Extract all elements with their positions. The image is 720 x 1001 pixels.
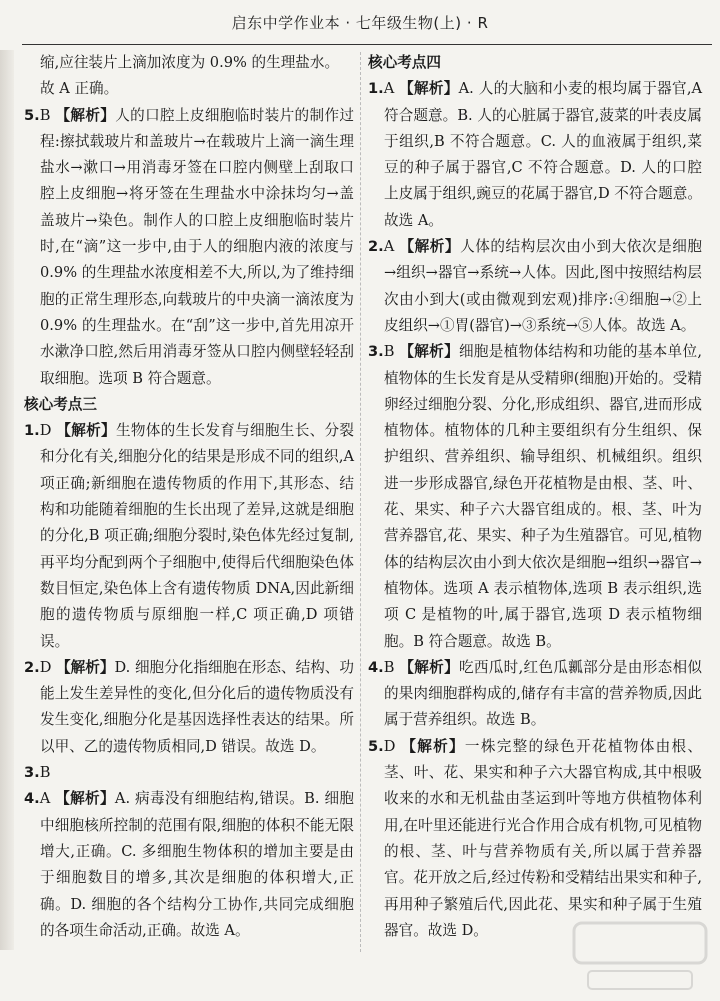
analysis-text: 一株完整的绿色开花植物体由根、茎、叶、花、果实和种子六大器官构成,其中根吸收来的水和无机盐由茎运到叶等地方供植物体利用,在叶里还能进行光合作用合成有机物,可见植物的根、茎、叶与营养物质有关,所以属于营养器官。花开放之后,经过传粉和受精结出果实和种子,再用种子繁殖后代,因此花、果实和种子属于生殖器官。故选 D。	[384, 737, 702, 939]
answer-item-2	[368, 234, 702, 339]
answer-item-3	[368, 339, 702, 655]
analysis-text: 人体的结构层次由小到大依次是细胞→组织→器官→系统→人体。因此,图中按照结构层次由小到大(或由微观到宏观)排序:④细胞→②上皮组织→①胃(器官)→③系统→⑤人体。故选 A。	[384, 238, 702, 334]
analysis-text: 人的口腔上皮细胞临时装片的制作过程:擦拭载玻片和盖玻片→在载玻片上滴一滴生理盐水→漱口→用消毒牙签在口腔内侧壁上刮取口腔上皮细胞→将牙签在生理盐水中涂抹均匀→盖盖玻片→染色。制作人的口腔上皮细胞临时装片时,在“滴”这一步中,由于人的细胞内液的浓度与 0.9% 的生理盐水浓度相差不大,所以,为了维持细胞的正常生理形态,向载玻片的中央滴一滴浓度为 0.9% 的生理盐水。在“刮”这一步中,首先用凉开水漱净口腔,然后用消毒牙签从口腔内侧壁轻轻刮取细胞。选项 B 符合题意。	[40, 106, 354, 387]
answer-letter: B	[39, 106, 51, 124]
answer-letter: D	[39, 658, 52, 676]
answer-item-1	[368, 76, 702, 234]
item-number: 1.	[24, 422, 40, 440]
analysis-tag: 【解析】	[55, 106, 116, 124]
header-title: 启东中学作业本 · 七年级生物(上) · R	[231, 13, 489, 32]
answer-letter: A	[383, 238, 395, 256]
column-divider	[360, 52, 361, 952]
answer-item-1	[24, 418, 354, 655]
item-number: 5.	[368, 737, 384, 755]
item-number: 4.	[368, 658, 384, 676]
analysis-tag: 【解析】	[56, 422, 116, 440]
section-heading-4: 核心考点四	[368, 54, 441, 71]
section-heading-3: 核心考点三	[24, 395, 97, 413]
item-number: 4.	[24, 790, 40, 808]
item-number: 3.	[368, 343, 384, 361]
left-column	[24, 50, 354, 944]
answer-item-5	[368, 734, 702, 944]
item-number: 2.	[368, 238, 384, 256]
answer-letter: A	[383, 80, 395, 98]
answer-letter: B	[383, 343, 395, 361]
answer-item-3	[24, 760, 354, 786]
item-number: 2.	[24, 658, 40, 676]
answer-item-4	[24, 786, 354, 944]
page-edge	[0, 50, 14, 950]
analysis-tag: 【解析】	[56, 658, 115, 676]
analysis-text: 生物体的生长发育与细胞生长、分裂和分化有关,细胞分化的结果是形成不同的组织,A 项正确;新细胞在遗传物质的作用下,其形态、结构和功能随着细胞的生长出现了差异,这就是细胞的分化,B 项正确;细胞分裂时,染色体先经过复制,再平均分配到两个子细胞中,使得后代细胞染色体数目恒定,染色体上含有遗传物质 DNA,因此新细胞的遗传物质与原细胞一样,C 项正确,D 项错误。	[40, 422, 354, 650]
page-header	[0, 0, 720, 44]
analysis-tag: 【解析】	[399, 658, 459, 676]
header-rule	[22, 44, 712, 45]
analysis-tag: 【解析】	[399, 80, 459, 98]
right-column	[368, 50, 702, 944]
analysis-text: 细胞是植物体结构和功能的基本单位,植物体的生长发育是从受精卵(细胞)开始的。受精卵经过细胞分裂、分化,形成组织、器官,进而形成植物体。植物体的几种主要组织有分生组织、保护组织、营养组织、输导组织、机械组织。组织进一步形成器官,绿色开花植物是由根、茎、叶、花、果实、种子六大器官组成的。根、茎、叶为营养器官,花、果实、种子为生殖器官。可见,植物体的结构层次由小到大依次是细胞→组织→器官→植物体。选项 A 表示植物体,选项 B 表示组织,选项 C 是植物的叶,属于器官,选项 D 表示植物细胞。B 符合题意。故选 B。	[384, 343, 702, 650]
continued-text: 缩,应往装片上滴加浓度为 0.9% 的生理盐水。 故 A 正确。	[40, 54, 340, 98]
answer-item-5	[24, 103, 354, 392]
answer-item-2	[24, 655, 354, 760]
analysis-text: A. 病毒没有细胞结构,错误。B. 细胞中细胞核所控制的范围有限,细胞的体积不能无限增大,正确。C. 多细胞生物体积的增加主要是由于细胞数目的增多,其次是细胞的体积增大,正确。D. 细胞的各个结构分工协作,共同完成细胞的各项生命活动,正确。故选 A。	[40, 790, 354, 939]
analysis-tag: 【解析】	[401, 737, 465, 755]
answer-letter: D	[39, 422, 52, 440]
analysis-text: D. 细胞分化指细胞在形态、结构、功能上发生差异性的变化,但分化后的遗传物质没有发生变化,细胞分化是基因选择性表达的结果。所以甲、乙的遗传物质相同,D 错误。故选 D。	[40, 658, 354, 755]
item-number: 5.	[24, 106, 40, 124]
answer-letter: B	[383, 658, 395, 676]
answer-item-4	[368, 655, 702, 734]
watermark-logo	[570, 915, 710, 995]
answer-letter: D	[383, 737, 396, 755]
analysis-tag: 【解析】	[399, 238, 461, 256]
analysis-text: 吃西瓜时,红色瓜瓤部分是由形态相似的果肉细胞群构成的,储存有丰富的营养物质,因此属于营养组织。故选 B。	[384, 658, 702, 729]
answer-letter: B	[39, 764, 51, 782]
item-number: 3.	[24, 764, 40, 782]
answer-letter: A	[39, 790, 51, 808]
analysis-text: A. 人的大脑和小麦的根均属于器官,A 符合题意。B. 人的心脏属于器官,菠菜的叶表皮属于组织,B 不符合题意。C. 人的血液属于组织,菜豆的种子属于器官,C 不符合题意。D. 人的口腔上皮属于组织,豌豆的花属于器官,D 不符合题意。故选 A。	[384, 80, 703, 229]
analysis-tag: 【解析】	[55, 790, 115, 808]
analysis-tag: 【解析】	[399, 343, 459, 361]
item-number: 1.	[368, 80, 384, 98]
